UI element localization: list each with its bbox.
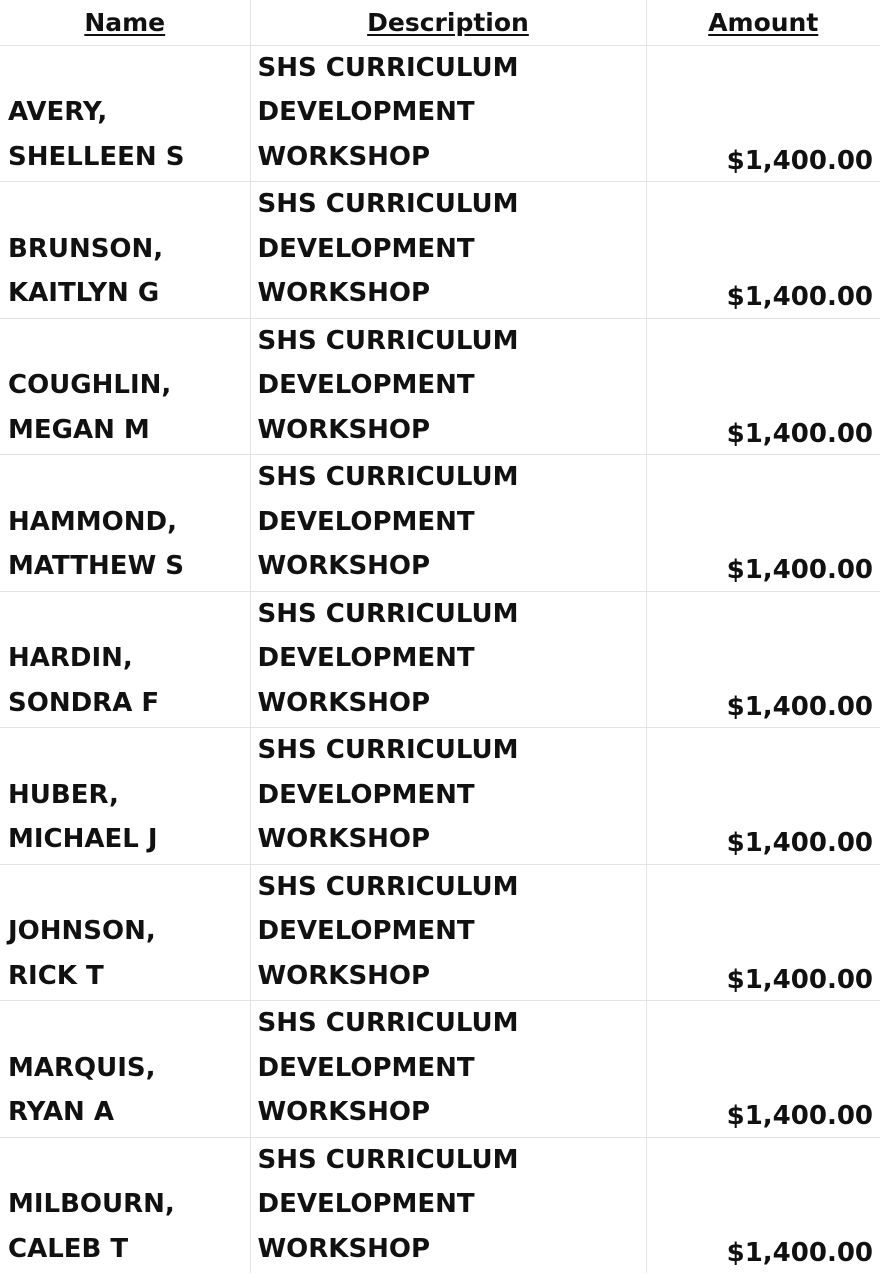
- first-name: RYAN A: [8, 1090, 246, 1135]
- description-cell: [250, 591, 646, 728]
- amount-value: $1,400.00: [647, 685, 874, 730]
- description-line: WORKSHOP: [258, 135, 642, 180]
- last-name: COUGHLIN,: [8, 363, 246, 408]
- description-cell: [250, 45, 646, 182]
- table-row: [0, 45, 880, 182]
- amount-value: $1,400.00: [647, 1231, 874, 1275]
- first-name: MEGAN M: [8, 408, 246, 453]
- name-column-header: Name: [0, 0, 250, 45]
- description-cell: [250, 864, 646, 1001]
- description-line: WORKSHOP: [258, 681, 642, 726]
- amount-cell: [646, 1001, 880, 1138]
- description-line: WORKSHOP: [258, 271, 642, 316]
- description-line: SHS CURRICULUM: [258, 455, 642, 500]
- name-cell: [0, 864, 250, 1001]
- table-row: [0, 1137, 880, 1273]
- description-line: DEVELOPMENT: [258, 773, 642, 818]
- description-line: DEVELOPMENT: [258, 500, 642, 545]
- last-name: MILBOURN,: [8, 1182, 246, 1227]
- first-name: RICK T: [8, 954, 246, 999]
- amount-column-header: Amount: [646, 0, 880, 45]
- description-line: WORKSHOP: [258, 408, 642, 453]
- amount-cell: [646, 45, 880, 182]
- first-name: CALEB T: [8, 1227, 246, 1272]
- name-cell: [0, 318, 250, 455]
- name-cell: [0, 728, 250, 865]
- amount-value: $1,400.00: [647, 275, 874, 320]
- name-cell: [0, 182, 250, 319]
- last-name: HAMMOND,: [8, 500, 246, 545]
- description-cell: [250, 1137, 646, 1273]
- description-line: SHS CURRICULUM: [258, 1001, 642, 1046]
- amount-cell: [646, 318, 880, 455]
- table-row: [0, 864, 880, 1001]
- description-cell: [250, 455, 646, 592]
- description-line: WORKSHOP: [258, 817, 642, 862]
- description-line: WORKSHOP: [258, 954, 642, 999]
- name-cell: [0, 45, 250, 182]
- first-name: MATTHEW S: [8, 544, 246, 589]
- last-name: MARQUIS,: [8, 1046, 246, 1091]
- description-line: SHS CURRICULUM: [258, 182, 642, 227]
- description-line: DEVELOPMENT: [258, 1046, 642, 1091]
- name-cell: [0, 591, 250, 728]
- amount-value: $1,400.00: [647, 548, 874, 593]
- description-cell: [250, 1001, 646, 1138]
- amount-cell: [646, 864, 880, 1001]
- description-line: SHS CURRICULUM: [258, 46, 642, 91]
- description-line: DEVELOPMENT: [258, 90, 642, 135]
- description-line: DEVELOPMENT: [258, 1182, 642, 1227]
- description-line: WORKSHOP: [258, 1090, 642, 1135]
- description-column-header: Description: [250, 0, 646, 45]
- first-name: SHELLEEN S: [8, 135, 246, 180]
- table-row: [0, 1001, 880, 1138]
- description-line: SHS CURRICULUM: [258, 865, 642, 910]
- amount-value: $1,400.00: [647, 958, 874, 1003]
- first-name: MICHAEL J: [8, 817, 246, 862]
- first-name: KAITLYN G: [8, 271, 246, 316]
- name-cell: [0, 1137, 250, 1273]
- description-line: WORKSHOP: [258, 544, 642, 589]
- table-row: [0, 182, 880, 319]
- table-row: [0, 455, 880, 592]
- amount-cell: [646, 728, 880, 865]
- table-row: [0, 728, 880, 865]
- table-row: [0, 591, 880, 728]
- description-line: WORKSHOP: [258, 1227, 642, 1272]
- amount-cell: [646, 182, 880, 319]
- description-line: SHS CURRICULUM: [258, 592, 642, 637]
- description-cell: [250, 318, 646, 455]
- header-row: [0, 0, 880, 45]
- name-cell: [0, 1001, 250, 1138]
- amount-value: $1,400.00: [647, 139, 874, 184]
- description-line: SHS CURRICULUM: [258, 728, 642, 773]
- amount-value: $1,400.00: [647, 821, 874, 866]
- description-line: SHS CURRICULUM: [258, 1138, 642, 1183]
- table-header: [0, 0, 880, 45]
- last-name: HARDIN,: [8, 636, 246, 681]
- amount-value: $1,400.00: [647, 1094, 874, 1139]
- last-name: HUBER,: [8, 773, 246, 818]
- last-name: JOHNSON,: [8, 909, 246, 954]
- table-body: [0, 45, 880, 1273]
- amount-cell: [646, 591, 880, 728]
- description-line: SHS CURRICULUM: [258, 319, 642, 364]
- description-cell: [250, 728, 646, 865]
- description-cell: [250, 182, 646, 319]
- last-name: BRUNSON,: [8, 227, 246, 272]
- amount-value: $1,400.00: [647, 412, 874, 457]
- description-line: DEVELOPMENT: [258, 227, 642, 272]
- amount-cell: [646, 1137, 880, 1273]
- last-name: AVERY,: [8, 90, 246, 135]
- description-line: DEVELOPMENT: [258, 363, 642, 408]
- table-row: [0, 318, 880, 455]
- name-cell: [0, 455, 250, 592]
- description-line: DEVELOPMENT: [258, 636, 642, 681]
- first-name: SONDRA F: [8, 681, 246, 726]
- description-line: DEVELOPMENT: [258, 909, 642, 954]
- amount-cell: [646, 455, 880, 592]
